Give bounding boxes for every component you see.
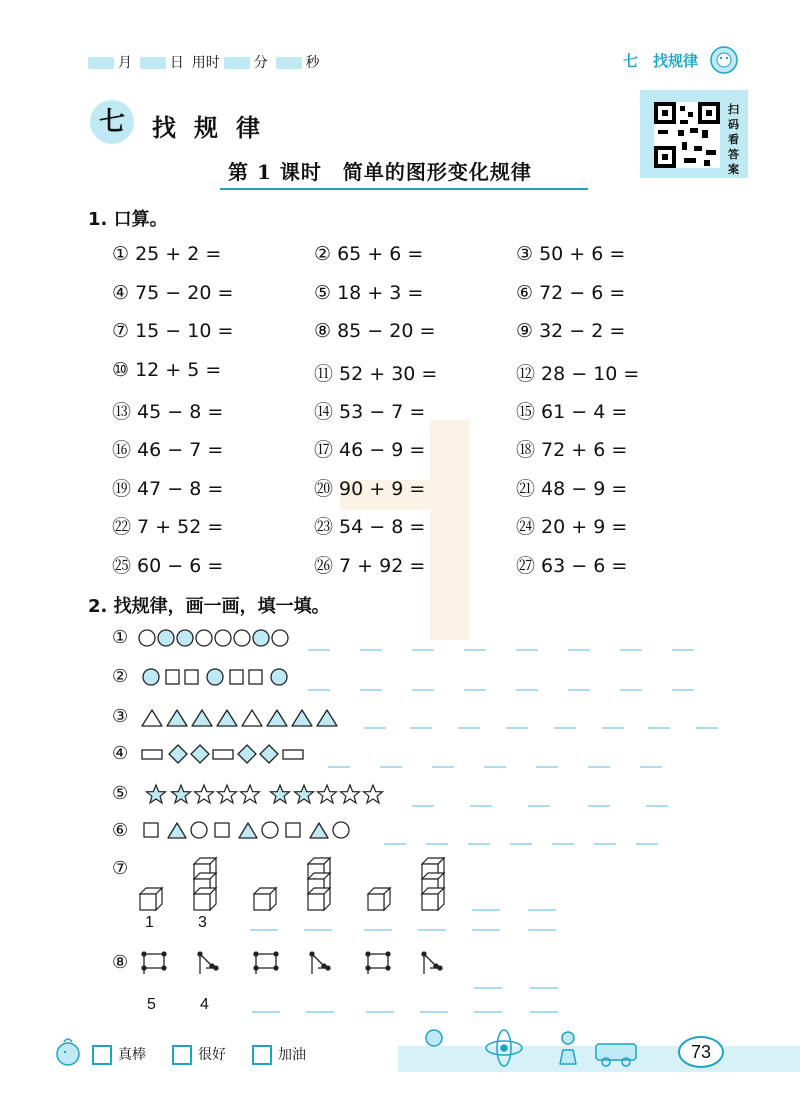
pattern-2-number: ② xyxy=(112,666,129,687)
pattern-7-label-2: 3 xyxy=(198,914,207,931)
rating-great[interactable] xyxy=(92,1044,146,1065)
rating-good-label: 很好 xyxy=(198,1047,226,1063)
chapter-running-head: 七 找规律 xyxy=(622,53,698,70)
rating-keep-going[interactable] xyxy=(252,1044,306,1065)
problem-22: ㉒ 7 + 52 = xyxy=(112,516,224,538)
problem-2: ② 65 + 6 = xyxy=(314,243,424,265)
problem-9: ⑨ 32 − 2 = xyxy=(516,320,626,342)
pattern-7-label-1: 1 xyxy=(145,914,154,931)
rating-good[interactable] xyxy=(172,1044,226,1065)
minutes-label: 分 xyxy=(253,54,268,70)
problem-17: ⑰ 46 − 9 = xyxy=(314,439,426,461)
problem-7: ⑦ 15 − 10 = xyxy=(112,320,234,342)
rating-great-label: 真棒 xyxy=(118,1047,146,1063)
month-label: 月 xyxy=(118,54,132,70)
section2-title: 2. 找规律，画一画，填一填。 xyxy=(88,596,330,617)
chapter-title: 找规律 xyxy=(152,114,278,142)
pattern-6-number: ⑥ xyxy=(112,820,129,841)
problem-15: ⑮ 61 − 4 = xyxy=(516,401,628,423)
pattern-1-number: ① xyxy=(112,627,129,648)
problem-11: ⑪ 52 + 30 = xyxy=(314,363,438,385)
problem-25: ㉕ 60 − 6 = xyxy=(112,555,224,577)
problem-14: ⑭ 53 − 7 = xyxy=(314,401,426,423)
pattern-8-label-1: 5 xyxy=(147,996,156,1013)
rating-keep-going-checkbox[interactable] xyxy=(252,1045,272,1065)
chapter-number-badge: 七 xyxy=(90,100,134,144)
problem-27: ㉗ 63 − 6 = xyxy=(516,555,628,577)
problem-10: ⑩ 12 + 5 = xyxy=(112,359,222,381)
problem-1: ① 25 + 2 = xyxy=(112,243,222,265)
problem-16: ⑯ 46 − 7 = xyxy=(112,439,224,461)
pattern-3-number: ③ xyxy=(112,706,129,727)
pattern-5-number: ⑤ xyxy=(112,783,129,804)
time-used-label: 用时 xyxy=(191,54,220,70)
problem-12: ⑫ 28 − 10 = xyxy=(516,363,640,385)
rating-good-checkbox[interactable] xyxy=(172,1045,192,1065)
pattern-8-number: ⑧ xyxy=(112,952,129,973)
problem-3: ③ 50 + 6 = xyxy=(516,243,626,265)
problem-18: ⑱ 72 + 6 = xyxy=(516,439,628,461)
problem-26: ㉖ 7 + 92 = xyxy=(314,555,426,577)
problem-24: ㉔ 20 + 9 = xyxy=(516,516,628,538)
section1-title: 1. 口算。 xyxy=(88,209,168,230)
problem-13: ⑬ 45 − 8 = xyxy=(112,401,224,423)
day-label: 日 xyxy=(169,54,184,70)
rating-great-checkbox[interactable] xyxy=(92,1045,112,1065)
rating-keep-going-label: 加油 xyxy=(278,1047,306,1063)
problem-20: ⑳ 90 + 9 = xyxy=(314,478,426,500)
qr-label: 扫码看答案 xyxy=(728,103,739,176)
problem-23: ㉓ 54 − 8 = xyxy=(314,516,426,538)
problem-4: ④ 75 − 20 = xyxy=(112,282,234,304)
footer-science-icons xyxy=(420,1026,680,1072)
pattern-7-number: ⑦ xyxy=(112,858,129,879)
problem-21: ㉑ 48 − 9 = xyxy=(516,478,628,500)
page-number: 73 xyxy=(678,1036,724,1068)
problem-8: ⑧ 85 − 20 = xyxy=(314,320,436,342)
rooster-mascot-icon xyxy=(50,1034,90,1070)
pattern-4-number: ④ xyxy=(112,743,129,764)
pattern-8-label-2: 4 xyxy=(200,996,209,1013)
problem-19: ⑲ 47 − 8 = xyxy=(112,478,224,500)
lesson-title: 第 1 课时 简单的图形变化规律 xyxy=(228,160,532,184)
problem-5: ⑤ 18 + 3 = xyxy=(314,282,424,304)
problem-6: ⑥ 72 − 6 = xyxy=(516,282,626,304)
seconds-label: 秒 xyxy=(305,54,320,70)
